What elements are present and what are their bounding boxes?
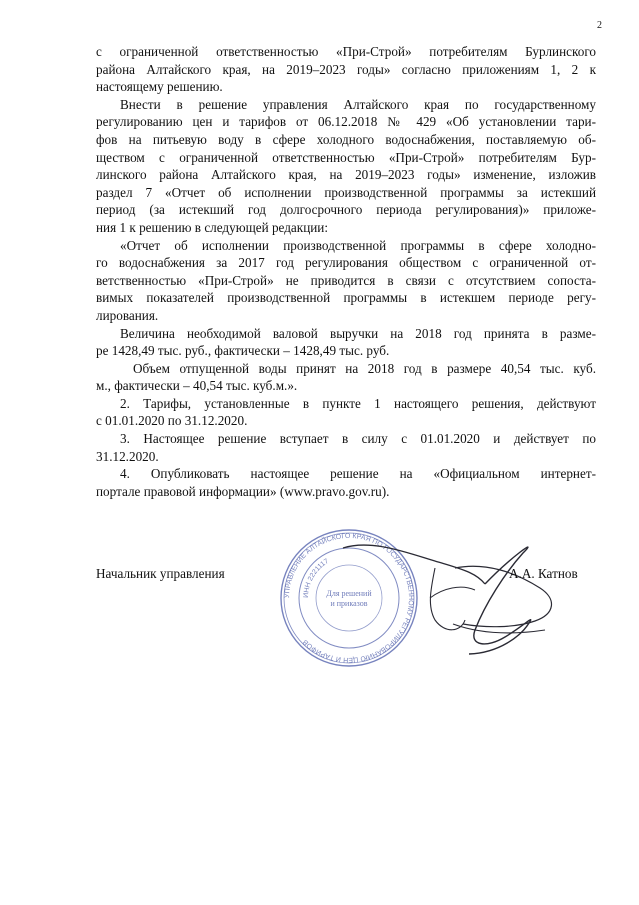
document-body [96, 43, 596, 500]
signatory-title: Начальник управления [96, 566, 225, 581]
text-line: с ограниченной ответственностью «При-Строй» потребителям Бурлинского [96, 44, 596, 59]
text-line: с 01.01.2020 по 31.12.2020. [96, 413, 248, 429]
signatory-name: А.А. Катнов [509, 566, 578, 581]
text-line: период (за истекший год долгосрочного периода регулирования)» приложе- [96, 202, 596, 218]
text-line: го водоснабжения за 2017 год регулирования обществом с ограниченной от- [96, 255, 596, 271]
text-line: линского района Алтайского края, на 2019–2023 годы» изменение, изложив [96, 167, 596, 183]
text-line: портале правовой информации» (www.pravo.gov.ru). [96, 483, 390, 499]
text-line: 3. Настоящее решение вступает в силу с 01.01.2020 и действует по [120, 431, 596, 447]
text-line: Объем отпущенной воды принят на 2018 год в размере 40,54 тыс. куб. [133, 360, 596, 376]
page-number: 2 [597, 20, 602, 31]
text-line: м., фактически – 40,54 тыс. куб.м.». [96, 378, 298, 394]
text-line: вимых показателей производственной программы в истекшем периоде регу- [96, 290, 596, 306]
stamp-center-line-2: и приказов [330, 599, 368, 608]
text-line: Внести в решение управления Алтайского края по государственному [120, 96, 596, 112]
stamp-inn-text: ИНН 2221117 [302, 557, 330, 599]
text-line: Величина необходимой валовой выручки на 2018 год принята в разме- [120, 325, 596, 341]
handwritten-signature [335, 528, 565, 658]
stamp-outer-text: УПРАВЛЕНИЕ АЛТАЙСКОГО КРАЯ ПО ГОСУДАРСТВЕННОМУ РЕГУЛИРОВАНИЮ ЦЕН И ТАРИФОВ [283, 532, 415, 664]
text-line: ре 1428,49 тыс. руб., фактически – 1428,49 тыс. руб. [96, 343, 390, 359]
stamp-center-line-1: Для решений [326, 589, 372, 598]
text-line: регулированию цен и тарифов от 06.12.2018 № 429 «Об установлении тари- [96, 114, 596, 130]
text-line: ветственностью «При-Строй» не приводится в связи с отсутствием сопоста- [96, 272, 596, 288]
text-line: «Отчет об исполнении производственной программы в сфере холодно- [120, 237, 596, 253]
text-line: ния 1 к решению в следующей редакции: [96, 219, 329, 235]
text-line: лирования. [96, 307, 159, 323]
text-line: ществом с ограниченной ответственностью «При-Строй» потребителям Бур- [96, 149, 596, 165]
text-line: 31.12.2020. [96, 448, 159, 464]
text-line: настоящему решению. [96, 79, 223, 95]
text-line: 2. Тарифы, установленные в пункте 1 настоящего решения, действуют [120, 395, 596, 411]
text-line: района Алтайского края, на 2019–2023 годы» согласно приложениям 1, 2 к [96, 61, 596, 77]
text-line: раздел 7 «Отчет об исполнении производственной программы за истекший [96, 184, 596, 200]
text-line: фов на питьевую воду в сфере холодного водоснабжения, поставляемую об- [96, 131, 596, 147]
text-line: 4. Опубликовать настоящее решение на «Официальном интернет- [120, 466, 596, 482]
